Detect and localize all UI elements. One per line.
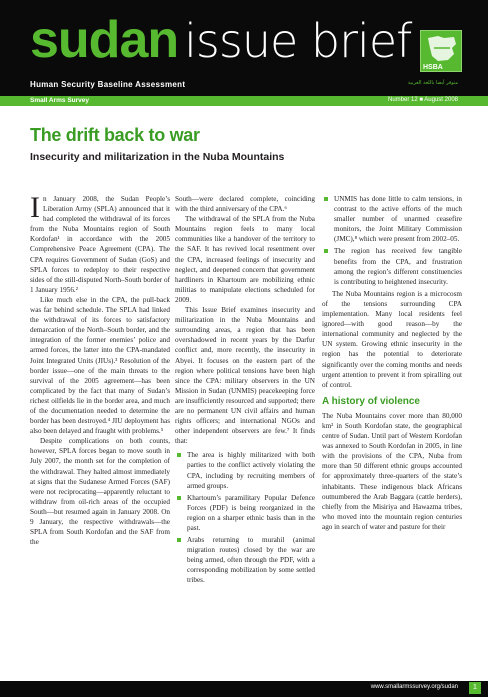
paragraph: The Nuba Mountains region is a microcosm of the tensions surrounding CPA implementation. Many local residents feel ignored—with good reason—by the international community and neglected by the UN system. Growing ethnic insecurity in the region has the potential to deteriorate significantly over the coming months and needs urgent attention to prevent it from spiralling out of control. [322,289,462,389]
paragraph [30,191,170,295]
paragraph: Despite complications on both counts, however, SPLA forces began to move south in July 2007, the month set for the completion of the withdrawal. They halted almost immediately at signs that the Sudanese Armed Forces (SAF) were not reciprocating—apparently reluctant to withdraw from oil-rich areas of the occupied South—but resumed again in January 2008. On 9 January, the respective withdrawals—the SPLA from South Kordofan and the SAF from the [30,437,170,547]
brand-wordmark [30,10,411,70]
paragraph: The Nuba Mountains cover more than 80,000 km² in South Kordofan state, the geographical centre of Sudan. Until part of Western Kordofan was annexed to South Kordofan in 2005, in line with the provisions of the CPA, Nuba from more than 50 different ethnic groups accounted for approximately three-quarters of the state’s inhabitants. These indigenous black Africans outnumbered the Arab Baggara (cattle herders), chiefly from the Misiriya and Hawazma tribes, who moved into the mountain region centuries ago in search of water and pasture for their [322,411,462,531]
issue-number: Number 12 ■ August 2008 [387,97,458,103]
article-subtitle: Insecurity and militarization in the Nuba Mountains [30,151,285,163]
paragraph: This Issue Brief examines insecurity and militarization in the Nuba Mountains and surrounding areas, a region that has been overshadowed in recent years by the Darfur conflict and, more recently, the insecurity in Abyei. It focuses on the eastern part of the region where political tensions have been high since the CPA: military observers in the UN Mission in Sudan (UNMIS) peacekeeping force are insufficiently resourced and supported; there are no permanent UN civil affairs and human rights officers; and international NGOs and other independent observers are few.⁷ It finds that: [175,306,315,446]
drop-cap: I [30,191,40,224]
hsba-logo-text: HSBA [423,64,443,71]
column-2 [175,194,315,588]
paragraph: Like much else in the CPA, the pull-back was far behind schedule. The SPLA had linked the withdrawal of its forces to satisfactory demarcation of the North–South border, and the integration of the former enemies’ police and armed forces, the latter into the CPA-mandated Joint Integrated Units (JIUs).³ Resolution of the border issue—one of the main threats to the survival of the 2005 agreement—has been complicated by the fact that many of Sudan’s richest oilfields lie in the border area, and much of the documentation needed to determine the border has been destroyed.⁴ JIU deployment has also been delayed and fraught with problems.⁵ [30,295,170,436]
arabic-availability-note: متوفر أيضا باللغة العربية [407,80,458,86]
sudan-map-icon [424,34,460,64]
brand-sudan: sudan [30,11,179,69]
column-1 [30,191,170,547]
paragraph: South—were declared complete, coinciding with the third anniversary of the CPA.⁶ [175,195,315,214]
article-title: The drift back to war [30,125,200,145]
brand-issue-brief: issue brief [184,14,412,68]
list-item: The area is highly militarized with both parties to the conflict actively violating the CPA, including by recruiting members of armed groups. [175,450,315,490]
section-heading: A history of violence [322,395,420,407]
paragraph-text: n January 2008, the Sudan People’s Liberation Army (SPLA) announced that it had completed the withdrawal of its forces from the Nuba Mountains region of South Kordofan¹ in accordance with the 2005 Comprehensive Peace Agreement (CPA). The CPA requires Government of Sudan (GoS) and SPLA forces to redeploy to their respective sides of the still-disputed North–South border of 1 January 1956.² [30,195,170,294]
masthead-subtitle: Human Security Baseline Assessment [30,80,186,89]
list-item: Khartoum’s paramilitary Popular Defence Forces (PDF) is being reorganized in the region on a sharper ethnic basis than in the past. [175,493,315,533]
findings-list [175,450,315,585]
footer-website-link[interactable]: www.smallarmssurvey.org/sudan [370,684,458,690]
column-3 [322,194,462,532]
list-item: The region has received few tangible benefits from the CPA, and frustration among the region’s different constituencies is contributing to heightened insecurity. [322,246,462,286]
list-item: UNMIS has done little to calm tensions, in contrast to the active efforts of the much smaller number of unarmed ceasefire monitors, the Joint Military Commission (JMC),⁸ which were present from 2002–05. [322,194,462,244]
series-name: Small Arms Survey [30,97,90,104]
paragraph: The withdrawal of the SPLA from the Nuba Mountains region feels to many local communities like a handover of the territory to the SAF. It has revived local resentment over the CPA, increased feelings of insecurity and neglect, and deepened concern that government hardliners in Khartoum are mobilizing ethnic militias to manipulate elections scheduled for 2009. [175,215,315,304]
page-number: 1 [469,682,481,694]
list-item: Arabs returning to murahil (animal migration routes) closed by the war are being armed, often through the PDF, with a corresponding mobilization by some settled tribes. [175,535,315,585]
findings-list-continued [322,194,462,287]
